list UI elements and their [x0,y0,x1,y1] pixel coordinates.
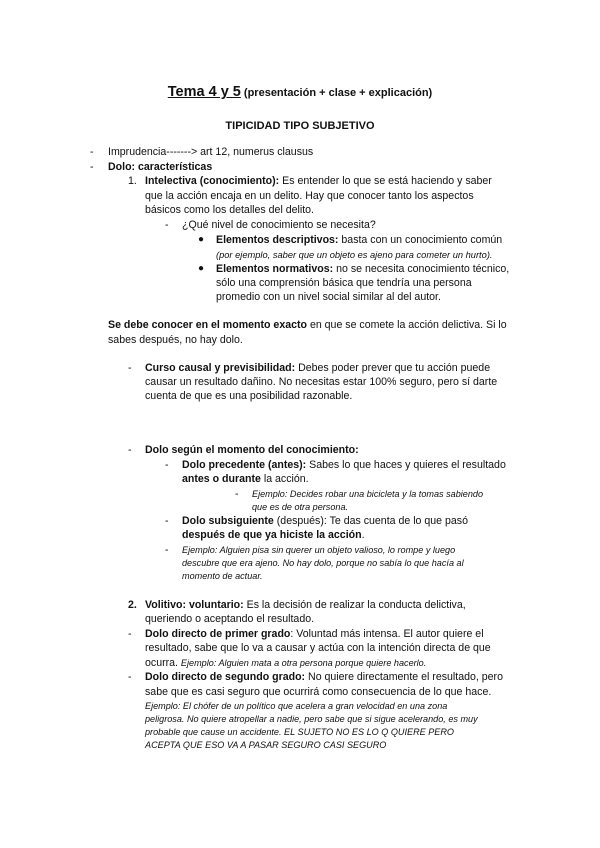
dash-marker: - [90,161,94,173]
curso-line: Curso causal y previsibilidad: Debes poder prever que tu acción puede [145,362,491,374]
primer-grado-example: Ejemplo: Alguien mata a otra persona porque quiere hacerlo. [180,658,427,668]
momento-line: Se debe conocer en el momento exacto en que se comete la acción delictiva. Si lo [108,319,507,331]
curso-line: cuenta de que es una posibilidad razonable. [145,390,353,402]
primer-grado-line: resultado, sabe que lo va a causar y actúa con la intención directa de que [145,642,491,654]
segundo-grado-example: ACEPTA QUE ESO VA A PASAR SEGURO CASI SEGURO [145,740,387,750]
dash-marker: - [128,671,132,683]
title-main: Tema 4 y 5 [167,84,241,100]
volitivo-label: Volitivo: voluntario: [145,599,244,611]
volitivo-line: Volitivo: voluntario: Es la decisión de realizar la conducta delictiva, [145,599,466,611]
dash-marker: - [165,544,169,556]
primer-grado-label: Dolo directo de primer grado [145,628,291,640]
intelectiva-label: Intelectiva (conocimiento): [145,175,280,187]
dash-marker: - [128,628,132,640]
subsiguiente-example: momento de actuar. [182,571,263,581]
knowledge-question: ¿Qué nivel de conocimiento se necesita? [182,219,376,231]
page-title [0,84,600,101]
precedente-example: Ejemplo: Decides robar una bicicleta y la tomas sabiendo [252,489,484,499]
subsiguiente-line: después de que ya hiciste la acción. [182,529,365,541]
curso-line: causar un resultado dañino. No necesitas estar 100% seguro, pero sí darte [145,376,498,388]
dash-marker: - [128,362,132,374]
curso-label: Curso causal y previsibilidad: [145,362,296,374]
segun-momento-heading: Dolo según el momento del conocimiento: [145,444,359,456]
descriptivos-label: Elementos descriptivos: [216,234,339,246]
normativos-line: sólo una comprensión básica que tendría una persona [216,277,472,289]
subsiguiente-label: Dolo subsiguiente [182,515,274,527]
subsiguiente-example: descubre que era ajeno. No hay dolo, porque no sabía lo que hacía al [182,558,464,568]
precedente-line: Dolo precedente (antes): Sabes lo que haces y quieres el resultado [182,459,506,471]
segundo-grado-line: sabe que es casi seguro que ocurrirá como consecuencia de lo que hace. [145,686,492,698]
segundo-grado-example: Ejemplo: El chófer de un político que acelera a gran velocidad en una zona [145,701,448,711]
section-subtitle: TIPICIDAD TIPO SUBJETIVO [225,120,375,132]
segundo-grado-line: Dolo directo de segundo grado: No quiere directamente el resultado, pero [145,671,503,683]
momento-line: sabes después, no hay dolo. [108,334,243,346]
precedente-example: que es de otra persona. [252,502,349,512]
segundo-grado-example: probable que cause un accidente. EL SUJETO NO ES LO Q QUIERE PERO [145,727,455,737]
momento-label: Se debe conocer en el momento exacto [108,319,307,331]
title-sub: (presentación + clase + explicación) [240,87,433,99]
intelectiva-line: Intelectiva (conocimiento): Es entender lo que se está haciendo y saber [145,175,492,187]
dash-marker: - [165,459,169,471]
primer-grado-line: ocurra. Ejemplo: Alguien mata a otra persona porque quiere hacerlo. [145,657,427,669]
intelectiva-line: que la acción encaja en un delito. Hay que conocer tanto los aspectos [145,190,474,202]
dash-marker: - [235,488,239,500]
dash-marker: - [165,515,169,527]
dash-marker: - [165,219,169,231]
bullet-icon: ● [198,263,205,274]
normativos-line: Elementos normativos: no se necesita conocimiento técnico, [216,263,510,275]
volitivo-line: queriendo o aceptando el resultado. [145,613,315,625]
subsiguiente-example: Ejemplo: Alguien pisa sin querer un objeto valioso, lo rompe y luego [182,545,456,555]
bullet-icon: ● [198,234,205,245]
descriptivos-line: Elementos descriptivos: basta con un conocimiento común [216,234,503,246]
segundo-grado-example: peligrosa. No quiere atropellar a nadie, pero sabe que si sigue acelerando, es muy [145,714,478,724]
subsiguiente-line: Dolo subsiguiente (después): Te das cuenta de lo que pasó [182,515,468,527]
dash-marker: - [128,444,132,456]
list-number: 2. [128,599,137,611]
precedente-label: Dolo precedente (antes): [182,459,307,471]
segundo-grado-label: Dolo directo de segundo grado: [145,671,306,683]
precedente-line: antes o durante la acción. [182,473,309,485]
normativos-line: promedio con un nivel social similar al del autor. [216,291,441,303]
descriptivos-example: (por ejemplo, saber que un objeto es ajeno para cometer un hurto). [216,250,493,260]
list-number: 1. [128,175,137,187]
primer-grado-line: Dolo directo de primer grado: Voluntad más intensa. El autor quiere el [145,628,484,640]
dolo-heading: Dolo: características [108,161,213,173]
dash-marker: - [90,146,94,158]
intelectiva-line: básicos como los detalles del delito. [145,204,315,216]
normativos-label: Elementos normativos: [216,263,334,275]
imprudencia-line: Imprudencia-------> art 12, numerus clausus [108,146,314,158]
